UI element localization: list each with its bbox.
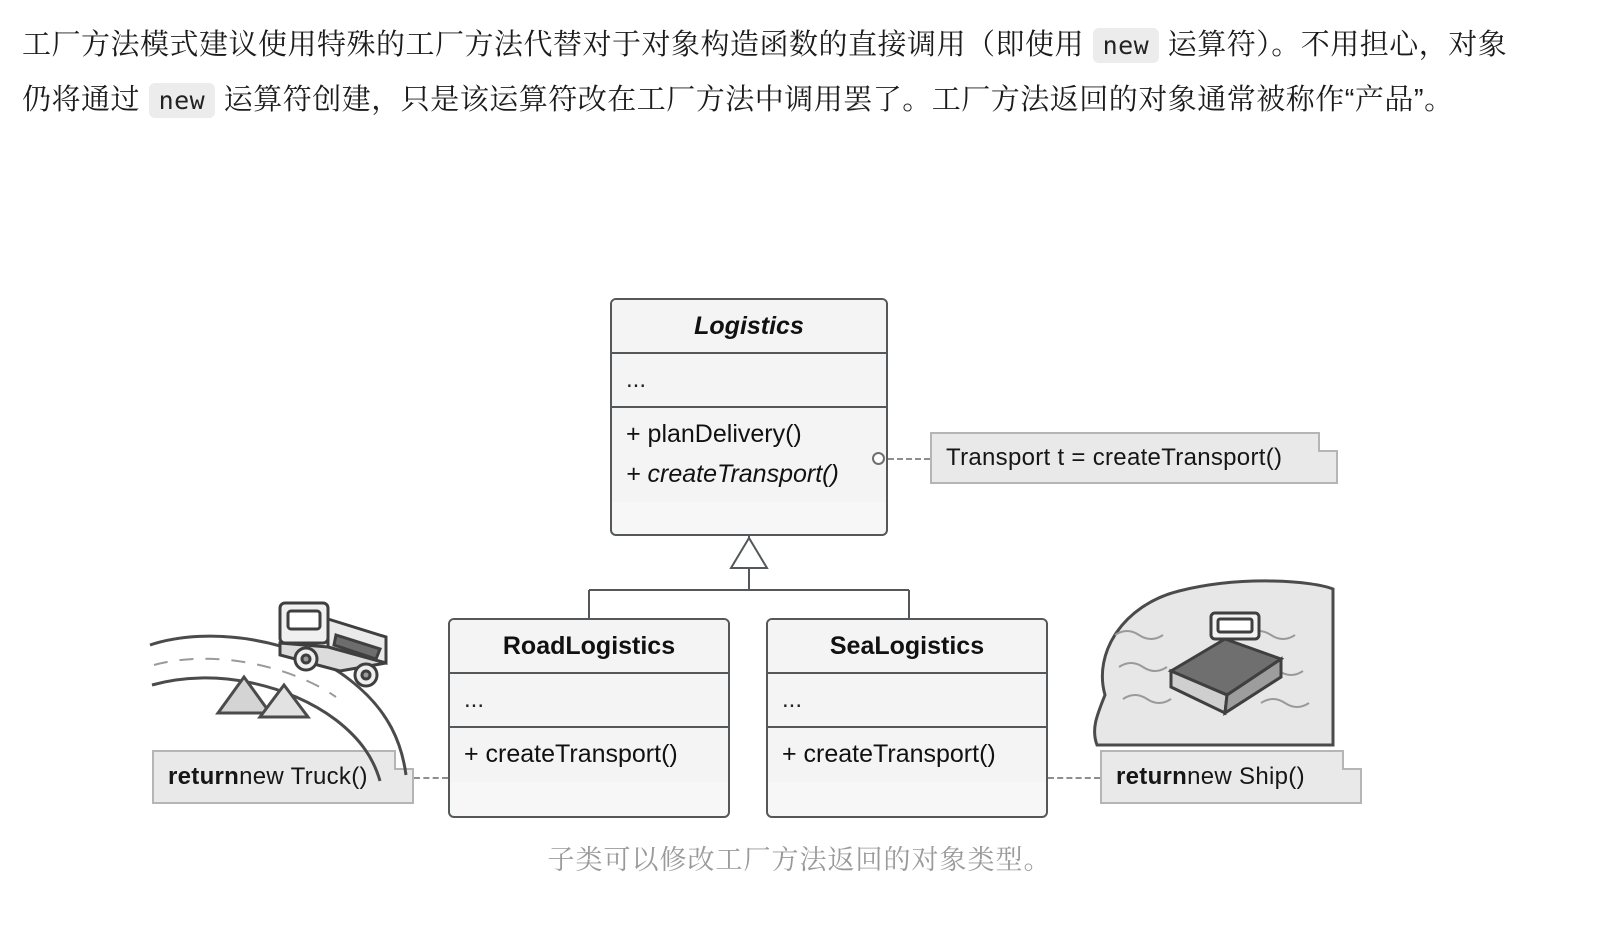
truck-illustration (140, 585, 420, 785)
class-name-logistics: Logistics (612, 300, 886, 354)
class-box-road-logistics (448, 618, 730, 818)
operation-plan-delivery: + planDelivery() (626, 420, 802, 448)
code-chip-new-2: new (149, 83, 216, 118)
uml-class-diagram (0, 250, 1599, 890)
note-ship-keyword: return (1116, 763, 1188, 790)
class-attributes-road-logistics: ... (450, 674, 728, 728)
intro-text-1: 工厂方法模式建议使用特殊的工厂方法代替对于对象构造函数的直接调用（即使用 (22, 29, 1093, 61)
note-connector-transport (888, 458, 930, 460)
code-chip-new-1: new (1093, 28, 1160, 63)
class-operations-sea-logistics (768, 728, 1046, 782)
note-connector-ship (1048, 777, 1100, 779)
intro-text-2: 运算符）。不用担心，对象仍将通过 (22, 29, 1508, 116)
class-attributes-logistics: ... (612, 354, 886, 408)
note-transport (930, 432, 1338, 484)
note-truck-keyword: return (168, 763, 240, 790)
class-name-sea-logistics: SeaLogistics (768, 620, 1046, 674)
ship-illustration (1075, 575, 1345, 775)
operation-create-transport: + createTransport() (626, 460, 839, 488)
class-box-logistics (610, 298, 888, 536)
diagram-caption: 子类可以修改工厂方法返回的对象类型。 (547, 845, 1052, 875)
intro-text-3: 运算符创建，只是该运算符改在工厂方法中调用罢了。工厂方法返回的对象通常被称作“产品”。 (215, 84, 1454, 116)
class-name-road-logistics: RoadLogistics (450, 620, 728, 674)
note-transport-text: Transport t = createTransport() (946, 444, 1283, 471)
class-operations-road-logistics (450, 728, 728, 782)
note-anchor-socket-icon (872, 452, 885, 465)
operation-create-transport-sea: + createTransport() (782, 740, 996, 768)
class-attributes-sea-logistics: ... (768, 674, 1046, 728)
class-operations-logistics (612, 408, 886, 502)
note-truck-rest: new Truck() (239, 763, 368, 790)
class-box-sea-logistics (766, 618, 1048, 818)
intro-paragraph (22, 18, 1512, 128)
operation-create-transport-road: + createTransport() (464, 740, 678, 768)
note-ship-rest: new Ship() (1187, 763, 1305, 790)
